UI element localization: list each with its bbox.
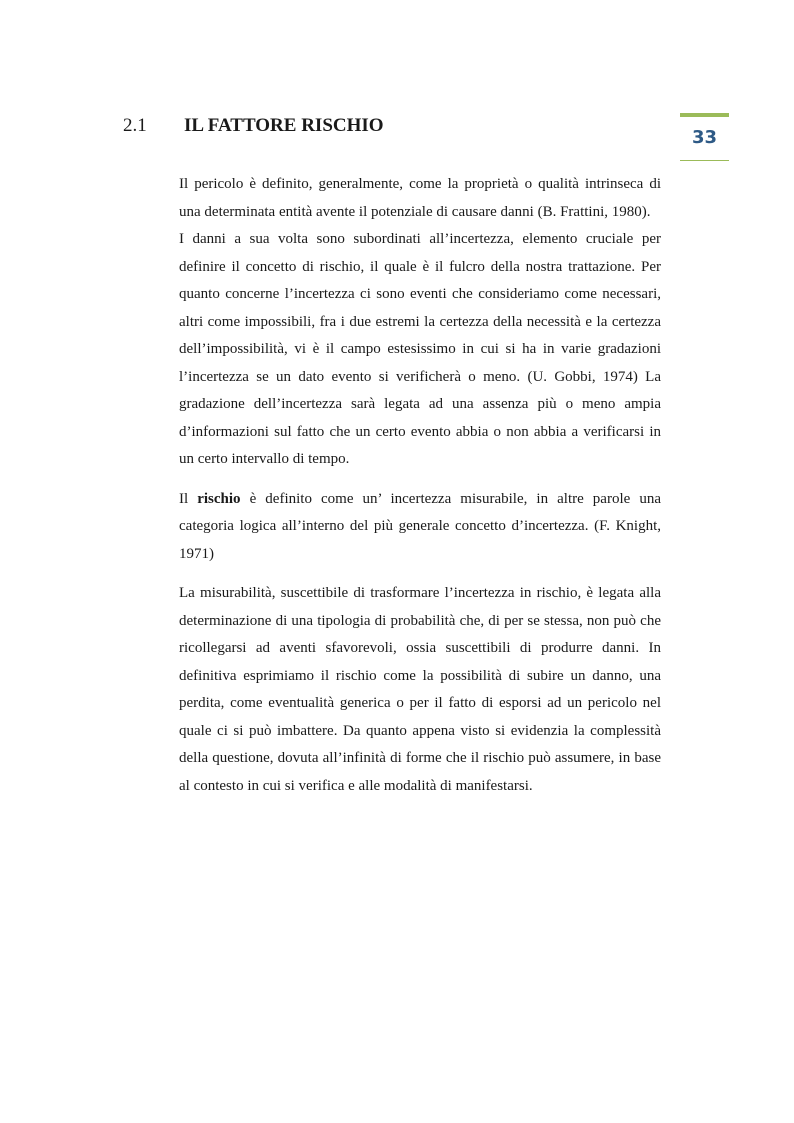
paragraph-rischio-rest: è definito come un’ incertezza misurabile, in altre parole una categoria logica all’interno del più generale concetto d’incertezza. (F. Knight, 1971) — [179, 490, 661, 562]
section-title: IL FATTORE RISCHIO — [184, 115, 384, 136]
page-number-top-rule — [680, 113, 729, 117]
section-number: 2.1 — [123, 115, 147, 136]
page-number-badge — [680, 113, 729, 162]
paragraph-rischio-prefix: Il — [179, 490, 198, 507]
page-number: 33 — [691, 127, 718, 148]
paragraph-misurabilita: La misurabilità, suscettibile di trasformare l’incertezza in rischio, è legata alla determinazione di una tipologia di probabilità che, di per se stessa, non può che ricollegarsi ad aventi sfavorevoli, ossia suscettibili di produrre danni. In definitiva esprimiamo il rischio come la possibilità di subire un danno, una perdita, come eventualità generica o per il fatto di esporsi ad un pericolo nel quale ci si può imbattere. Da quanto appena visto si evidenzia la complessità della questione, dovuta all’infinità di forme che il rischio può assumere, in base al contesto in cui si verifica e alle modalità di manifestarsi. — [179, 585, 661, 794]
body-text — [179, 171, 661, 800]
paragraph-rischio-bold-term: rischio — [197, 490, 241, 507]
page-number-bottom-rule — [680, 160, 729, 161]
paragraph-danni: I danni a sua volta sono subordinati all’incertezza, elemento cruciale per definire il concetto di rischio, il quale è il fulcro della nostra trattazione. Per quanto concerne l’incertezza ci sono eventi che consideriamo come necessari, altri come impossibili, fra i due estremi la certezza della necessità e la certezza dell’impossibilità, vi è il campo estesissimo in cui si ha in varie gradazioni l’incertezza se un dato evento si verificherà o meno. (U. Gobbi, 1974) La gradazione dell’incertezza sarà legata ad una assenza più o meno ampia d’informazioni sul fatto che un certo evento abbia o non abbia a verificarsi in un certo intervallo di tempo. — [179, 231, 661, 467]
paragraph-rischio — [179, 486, 661, 569]
paragraph-pericolo: Il pericolo è definito, generalmente, come la proprietà o qualità intrinseca di una determinata entità avente il potenziale di causare danni (B. Frattini, 1980). — [179, 176, 661, 220]
